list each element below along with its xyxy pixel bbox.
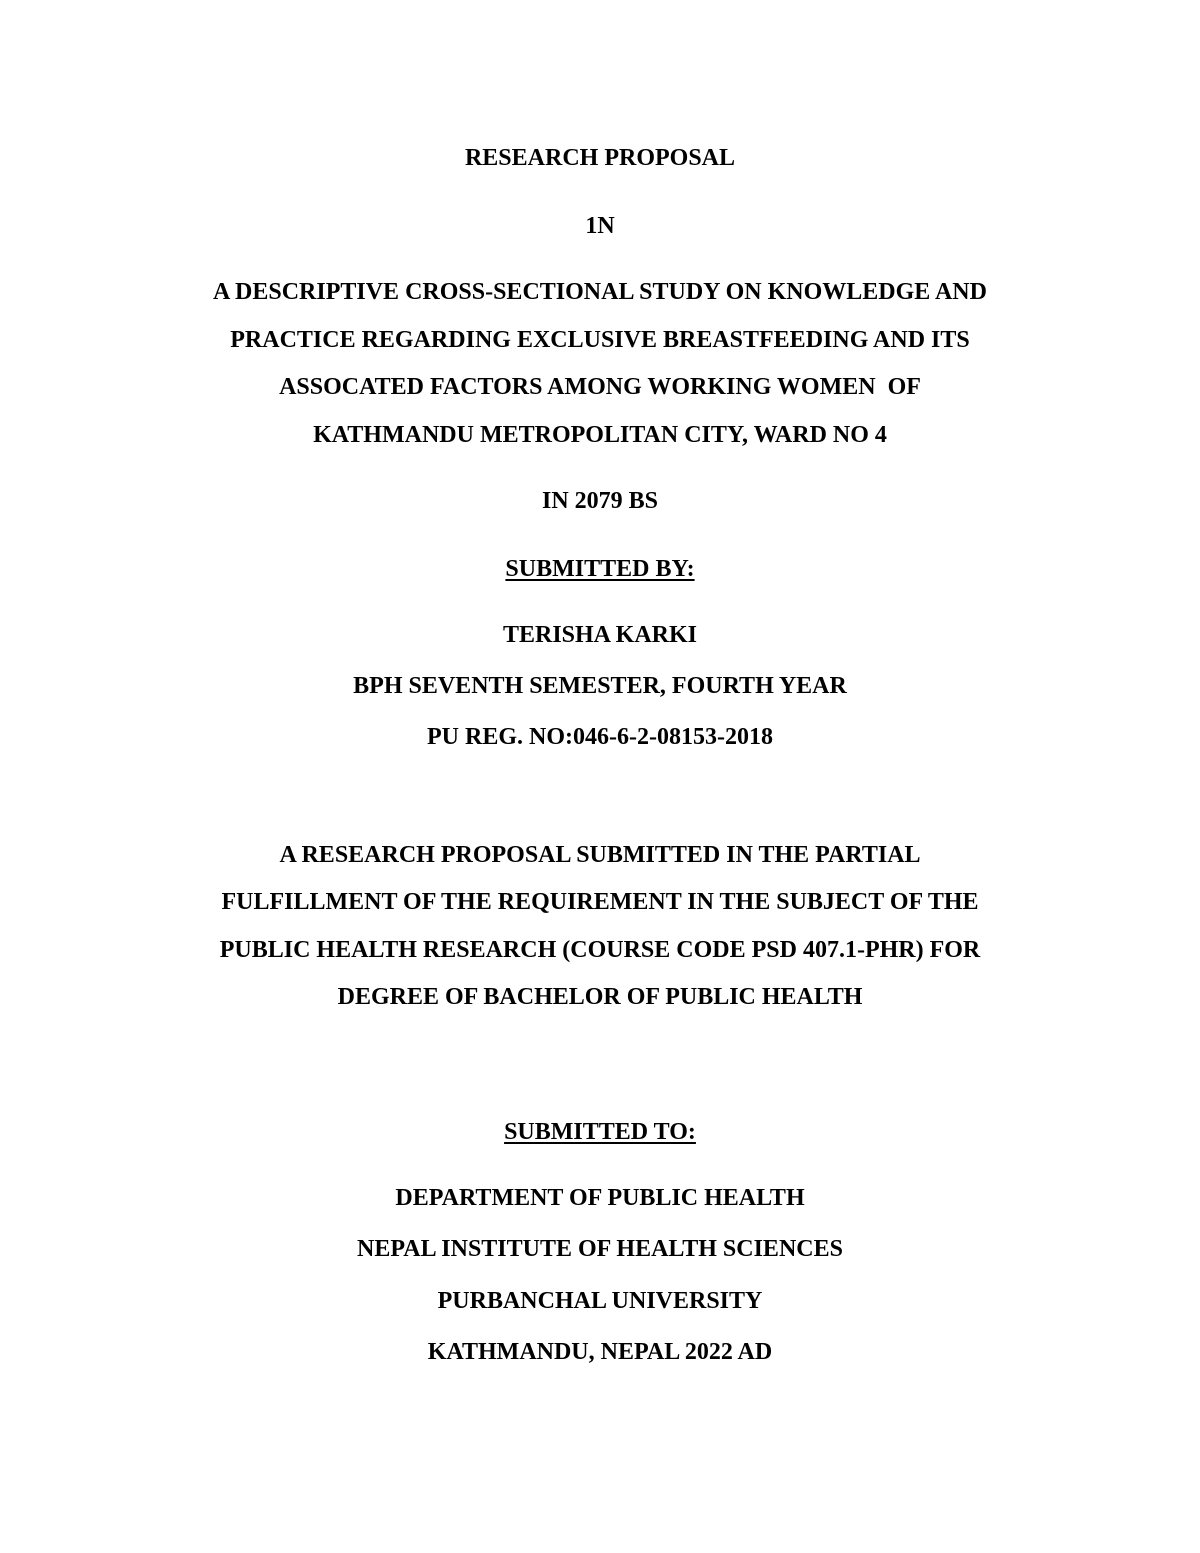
institute-name: NEPAL INSTITUTE OF HEALTH SCIENCES: [357, 1236, 843, 1262]
student-name: TERISHA KARKI: [502, 622, 698, 648]
study-title-line-2: PRACTICE REGARDING EXCLUSIVE BREASTFEEDING AND ITS: [230, 327, 970, 353]
purpose-line-3: PUBLIC HEALTH RESEARCH (COURSE CODE PSD 407.1-PHR) FOR: [219, 937, 981, 963]
purpose-line-4: DEGREE OF BACHELOR OF PUBLIC HEALTH: [337, 984, 863, 1010]
university-name: PURBANCHAL UNIVERSITY: [437, 1288, 763, 1314]
purpose-line-2: FULFILLMENT OF THE REQUIREMENT IN THE SUBJECT OF THE: [221, 889, 979, 915]
study-title-line-4: KATHMANDU METROPOLITAN CITY, WARD NO 4: [313, 422, 887, 448]
department-name: DEPARTMENT OF PUBLIC HEALTH: [395, 1185, 805, 1211]
document-title: RESEARCH PROPOSAL: [464, 145, 736, 171]
study-title-line-1: A DESCRIPTIVE CROSS-SECTIONAL STUDY ON KNOWLEDGE AND: [213, 279, 987, 305]
study-title-line-3: ASSOCATED FACTORS AMONG WORKING WOMEN OF: [279, 374, 921, 400]
submitted-by-section: [0, 554, 1200, 584]
place-and-date: KATHMANDU, NEPAL 2022 AD: [427, 1339, 773, 1365]
purpose-line-1: A RESEARCH PROPOSAL SUBMITTED IN THE PARTIAL: [279, 842, 921, 868]
submitted-by-heading: SUBMITTED BY:: [505, 556, 695, 582]
student-program: BPH SEVENTH SEMESTER, FOURTH YEAR: [353, 673, 847, 699]
title-preposition: 1N: [585, 213, 615, 239]
study-year: IN 2079 BS: [541, 488, 659, 514]
submitted-to-section: [0, 1117, 1200, 1147]
submitted-to-heading: SUBMITTED TO:: [504, 1119, 696, 1145]
student-registration: PU REG. NO:046-6-2-08153-2018: [427, 724, 773, 750]
